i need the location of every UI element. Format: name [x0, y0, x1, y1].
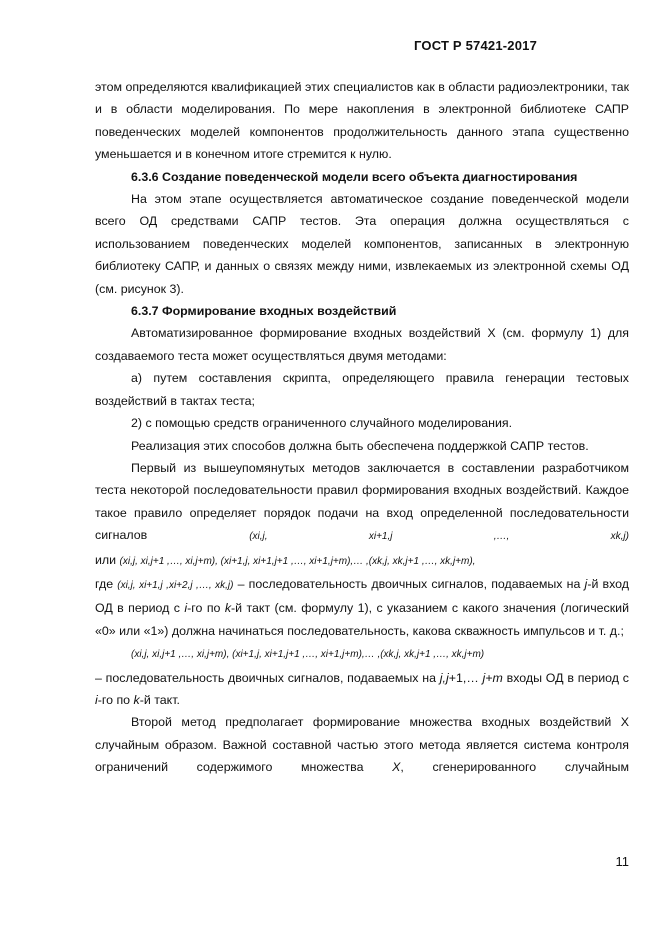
- var-j-plus-m: j+m: [482, 670, 503, 685]
- parallel-text-e: -й такт.: [139, 692, 180, 707]
- parallel-text-c: входы ОД в период с: [506, 670, 629, 685]
- formula-sequences-set: (xi,j, xi,j+1 ,…, xi,j+m), (xi+1,j, xi+1,j+1 ,…, xi+1,j+m),… ,(xk,j, xk,j+1 ,…, xk,j+m),: [119, 555, 476, 567]
- var-i: i: [184, 601, 188, 616]
- formula-line-or: [95, 549, 629, 573]
- paragraph-input-generation: Автоматизированное формирование входных воздействий X (см. формулу 1) для создаваемого теста может осуществляться двумя методами:: [95, 326, 629, 363]
- document-id-header: ГОСТ Р 57421-2017: [413, 38, 537, 53]
- page-number: 11: [615, 854, 629, 869]
- where-text-b: -й вход ОД в период с: [95, 576, 629, 616]
- parallel-text-b: +1,…: [448, 670, 479, 685]
- first-method-text: Первый из вышеупомянутых методов заключается в составлении разработчиком теста некоторой последовательности правил формирования входных воздействий. Каждое такое правило определяет порядок подачи на вход определенной последовательности сигналов: [95, 460, 629, 543]
- section-heading-6-3-7: 6.3.7 Формирование входных воздействий: [131, 304, 397, 319]
- formula-signal-sequence: (xi,j, xi+1,j ,…, xk,j): [249, 531, 629, 543]
- var-j: j: [584, 576, 588, 591]
- paragraph-where: [95, 573, 629, 642]
- var-k: k: [224, 601, 232, 616]
- var-i-2: i: [95, 692, 98, 707]
- list-item-2: 2) с помощью средств ограниченного случайного моделирования.: [131, 416, 513, 431]
- where-text-d: -й такт (см. формулу 1), с указанием с какого значения (логический «0» или «1») должна начинаться последовательность, какова скважность импульсов и т. д.;: [95, 601, 630, 638]
- page-body: [95, 76, 629, 779]
- parallel-text-d: -го по: [97, 692, 131, 707]
- paragraph-model-creation: На этом этапе осуществляется автоматическое создание поведенческой модели всего ОД средствами САПР тестов. Эта операция должна осуществляться с использованием поведенческих моделей компонентов, записанных в электронную библиотеку САПР, и данных о связях между ними, извлекаемых из электронной схемы ОД (см. рисунок 3).: [95, 192, 629, 296]
- paragraph-parallel-description: [95, 667, 629, 712]
- where-word: где: [95, 576, 114, 591]
- section-heading-6-3-6: 6.3.6 Создание поведенческой модели всего объекта диагностирования: [131, 169, 578, 184]
- parallel-text-a: – последовательность двоичных сигналов, подаваемых на: [95, 670, 436, 685]
- list-item-a: а) путем составления скрипта, определяющего правила генерации тестовых воздействий в тактах теста;: [95, 371, 629, 408]
- var-j-j: j,j: [439, 670, 449, 685]
- paragraph-first-method: [95, 457, 629, 549]
- second-method-tail: , сгенерированного случайным: [400, 760, 629, 775]
- paragraph-cad-support: Реализация этих способов должна быть обеспечена поддержкой САПР тестов.: [131, 438, 589, 453]
- var-x-set: X: [392, 760, 401, 775]
- paragraph-continuation: этом определяются квалификацией этих специалистов как в области радиоэлектроники, так и в области моделирования. По мере накопления в электронной библиотеке САПР поведенческих моделей компонентов продолжительность данного этапа существенно уменьшается и в конечном итоге стремится к нулю.: [95, 80, 629, 162]
- or-word: или: [95, 552, 117, 567]
- formula-sequence-definition: (xi,j, xi+1,j ,xi+2,j ,…, xk,j): [117, 579, 234, 591]
- second-method-text: Второй метод предполагает формирование множества входных воздействий X случайным образом. Важной составной частью этого метода является система контроля ограничений содержимого множества: [95, 715, 629, 775]
- formula-line-parallel: [95, 642, 629, 666]
- formula-parallel-sequences: (xi,j, xi,j+1 ,…, xi,j+m), (xi+1,j, xi+1,j+1 ,…, xi+1,j+m),… ,(xk,j, xk,j+1 ,…, xk,j+m): [131, 649, 485, 661]
- paragraph-second-method: [95, 711, 629, 778]
- where-text-a: – последовательность двоичных сигналов, подаваемых на: [237, 576, 581, 591]
- where-text-c: -го по: [187, 601, 221, 616]
- var-k-2: k: [133, 692, 140, 707]
